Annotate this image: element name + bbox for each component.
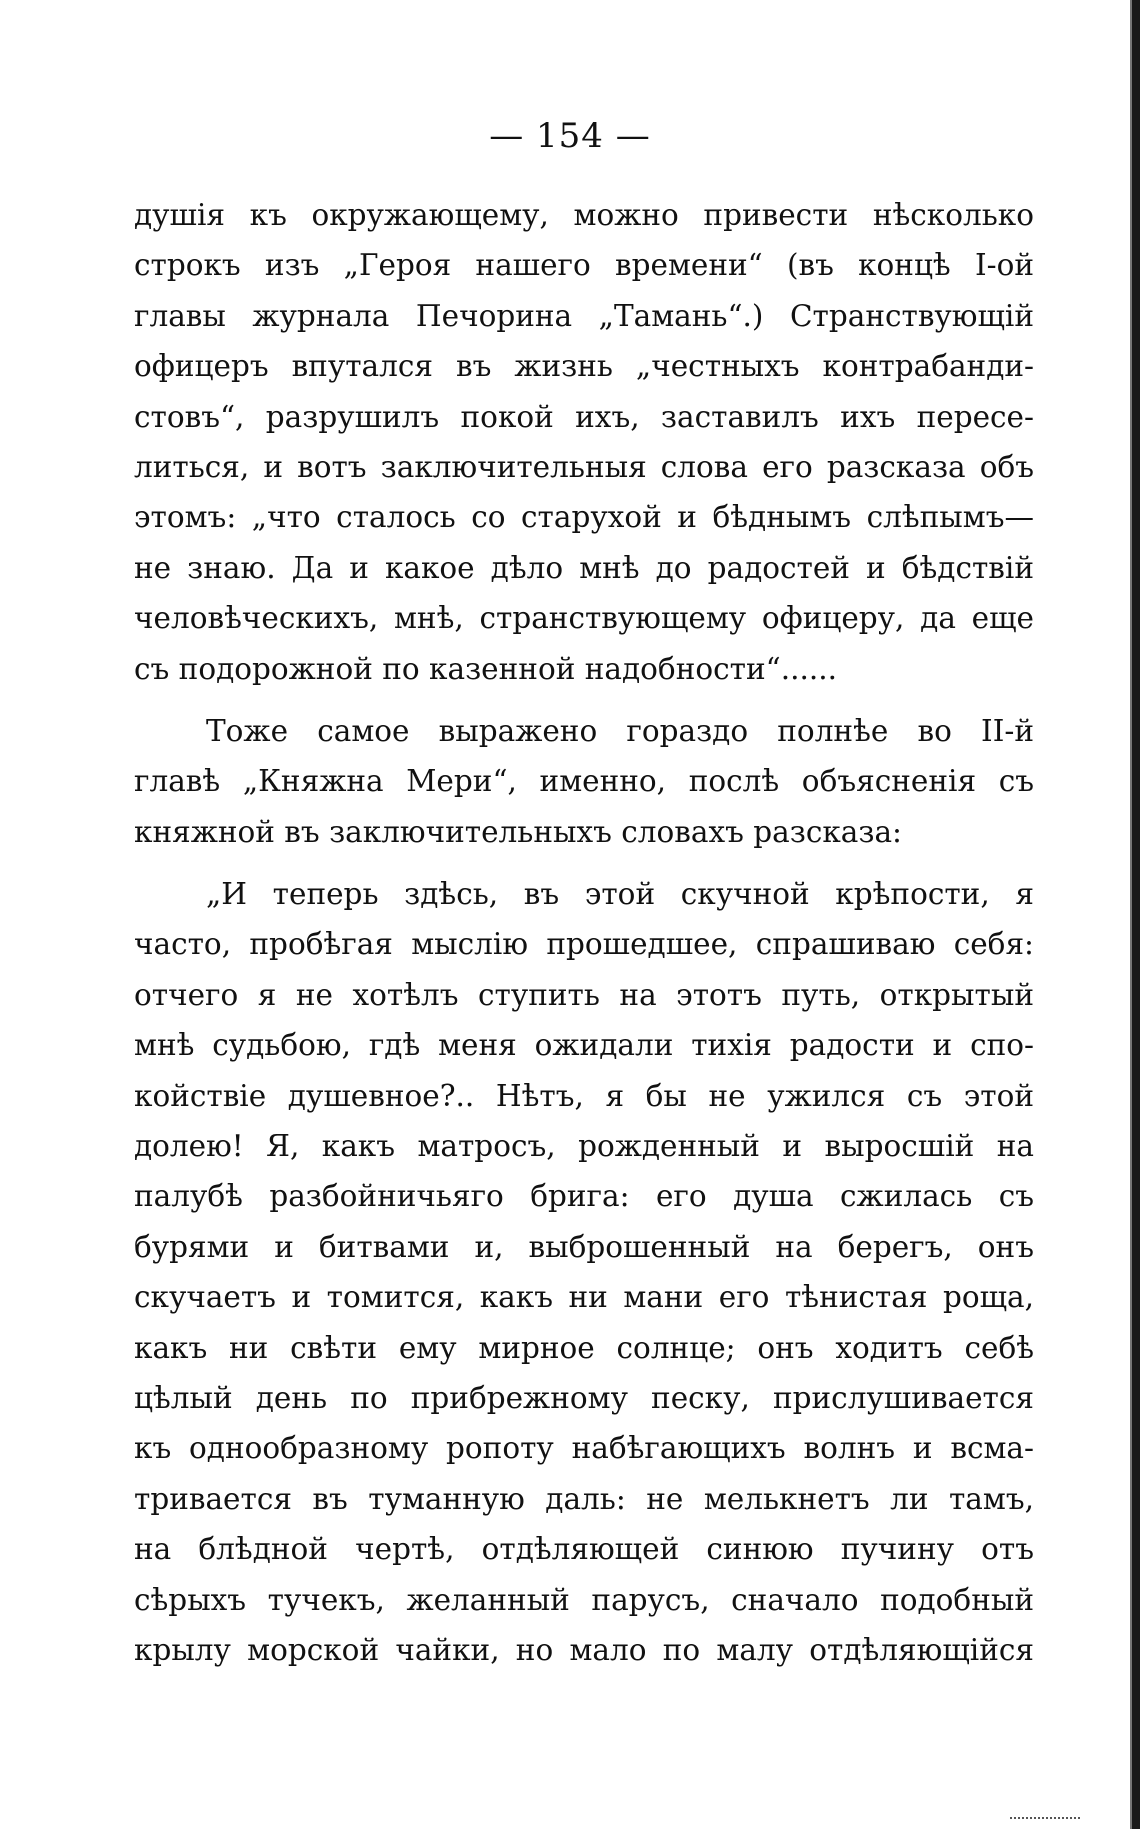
text-line: долею! Я, какъ матросъ, рожденный и выросшій на: [134, 1129, 1034, 1164]
text-line: главы журнала Печорина „Тамань“.) Странствующій: [134, 298, 1034, 333]
text-line: душія къ окружающему, можно привести нѣсколько: [134, 198, 1034, 232]
text-line: бурями и битвами и, выброшенный на берегъ, онъ: [134, 1229, 1034, 1264]
text-line: отчего я не хотѣлъ ступить на этотъ путь, открытый: [134, 977, 1034, 1012]
text-line: койствіе душевное?.. Нѣтъ, я бы не ужился съ этой: [134, 1078, 1034, 1113]
text-line: палубѣ разбойничьяго брига: его душа сжилась съ: [134, 1179, 1034, 1214]
text-line: этомъ: „что сталось со старухой и бѣднымъ слѣпымъ—: [134, 500, 1034, 535]
text-line: какъ ни свѣти ему мирное солнце; онъ ходитъ себѣ: [134, 1330, 1034, 1365]
text-line: литься, и вотъ заключительныя слова его разсказа объ: [134, 449, 1034, 484]
footer-dotted-mark: [1010, 1814, 1080, 1819]
text-line: тривается въ туманную даль: не мелькнетъ ли тамъ,: [134, 1481, 1034, 1516]
text-line: человѣческихъ, мнѣ, странствующему офицеру, да еще: [134, 601, 1034, 636]
text-line: съ подорожной по казенной надобности“......: [134, 651, 837, 686]
text-line: офицеръ впутался въ жизнь „честныхъ контрабанди-: [134, 349, 1034, 384]
text-line: Тоже самое выражено гораздо полнѣе во ІІ-й: [206, 713, 1034, 748]
text-line: на блѣдной чертѣ, отдѣляющей синюю пучину отъ: [134, 1532, 1034, 1567]
paragraph-2: [134, 706, 1034, 857]
paragraph-3-quotation: [134, 869, 1034, 1675]
text-line: княжной въ заключительныхъ словахъ разсказа:: [134, 814, 902, 849]
text-line: скучаетъ и томится, какъ ни мани его тѣнистая роща,: [134, 1280, 1034, 1315]
text-line: сѣрыхъ тучекъ, желанный парусъ, сначало подобный: [134, 1582, 1034, 1617]
text-line: часто, пробѣгая мыслію прошедшее, спрашиваю себя:: [134, 927, 1034, 962]
text-line: къ однообразному ропоту набѣгающихъ волнъ и всма-: [134, 1431, 1034, 1466]
page-spine-edge: [1132, 0, 1140, 1829]
text-line: не знаю. Да и какое дѣло мнѣ до радостей и бѣдствій: [134, 550, 1034, 585]
text-line: крылу морской чайки, но мало по малу отдѣляющійся: [134, 1632, 1034, 1667]
text-line: главѣ „Княжна Мери“, именно, послѣ объясненія съ: [134, 764, 1034, 799]
text-line: строкъ изъ „Героя нашего времени“ (въ концѣ І-ой: [134, 248, 1034, 283]
paragraph-gap: [134, 694, 1034, 706]
text-line: „И теперь здѣсь, въ этой скучной крѣпости, я: [206, 877, 1034, 912]
body-text: [134, 190, 1034, 1675]
text-line: мнѣ судьбою, гдѣ меня ожидали тихія радости и спо-: [134, 1028, 1034, 1063]
paragraph-gap: [134, 857, 1034, 869]
page-number: — 154 —: [489, 116, 651, 156]
text-line: стовъ“, разрушилъ покой ихъ, заставилъ ихъ пересе-: [134, 399, 1034, 434]
paragraph-1: [134, 190, 1034, 694]
text-line: цѣлый день по прибрежному песку, прислушивается: [134, 1380, 1034, 1415]
